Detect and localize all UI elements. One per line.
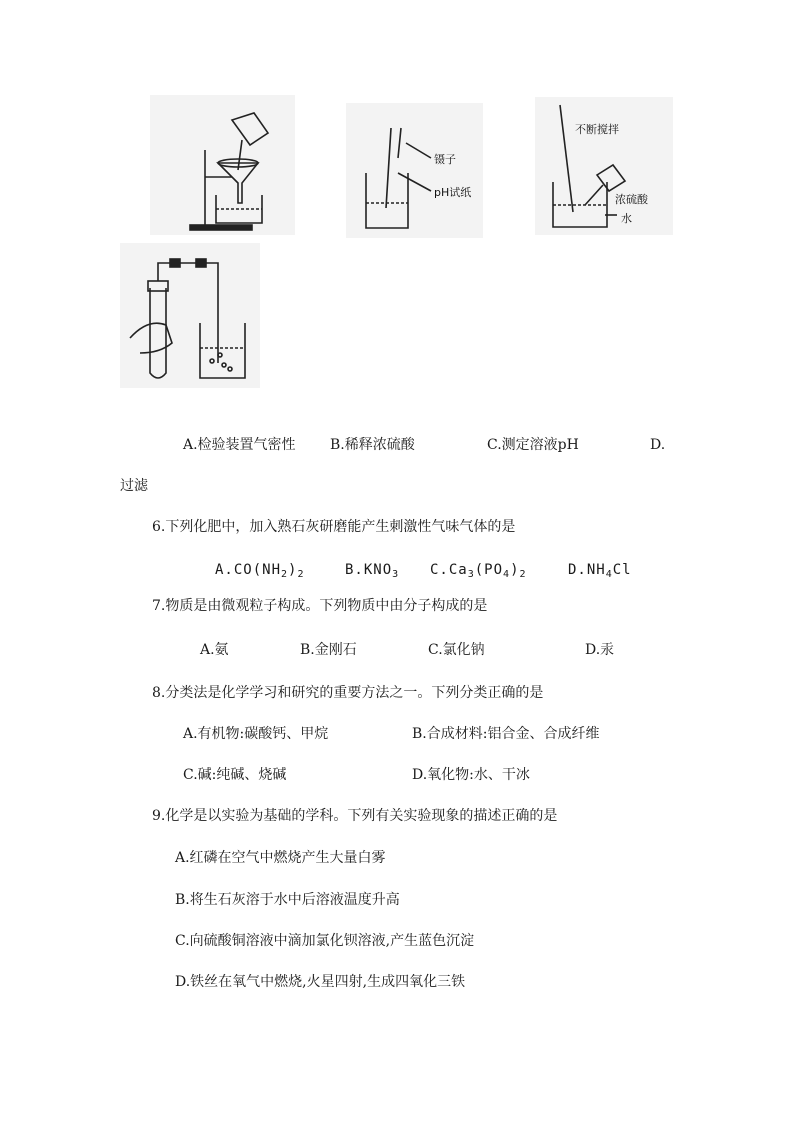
q7-option-a[interactable]: A.氨 (200, 642, 229, 658)
q6-c-sub: 3 (467, 569, 475, 580)
q6-c-post: ) (510, 562, 520, 578)
label-ph-paper: pH试纸 (434, 186, 472, 199)
q9-option-d[interactable]: D.铁丝在氧气中燃烧,火星四射,生成四氧化三铁 (175, 974, 466, 990)
airtightness-diagram (120, 243, 260, 388)
ph-test-diagram (346, 103, 483, 238)
q6-c-sub2: 4 (503, 569, 511, 580)
filtration-diagram (150, 95, 295, 235)
label-conc-acid: 浓硫酸 (615, 193, 648, 206)
q6-a-post: ) (288, 562, 298, 578)
figure-airtightness (120, 243, 260, 388)
q8-option-a[interactable]: A.有机物:碳酸钙、甲烷 (183, 726, 329, 742)
q9-option-c[interactable]: C.向硫酸铜溶液中滴加氯化钡溶液,产生蓝色沉淀 (175, 933, 475, 949)
q6-c-pre: C.Ca (430, 562, 468, 578)
q6-d-sub: 4 (605, 569, 613, 580)
q7-option-d[interactable]: D.汞 (585, 642, 615, 658)
q7-stem: 7.物质是由微观粒子构成。下列物质中由分子构成的是 (152, 598, 488, 614)
figure-ph-test (346, 103, 483, 238)
q5-option-c-tail: pH (557, 437, 579, 453)
q5-option-b[interactable]: B.稀释浓硫酸 (330, 437, 415, 453)
dilute-acid-diagram (535, 97, 673, 235)
q5-option-d[interactable]: D. (650, 437, 666, 453)
q7-option-b[interactable]: B.金刚石 (300, 642, 357, 658)
q6-c-sub3: 2 (519, 569, 527, 580)
q6-option-a[interactable] (215, 560, 305, 585)
q9-option-a[interactable]: A.红磷在空气中燃烧产生大量白雾 (175, 850, 386, 866)
q6-b-pre: B.KNO (345, 562, 393, 578)
q9-stem: 9.化学是以实验为基础的学科。下列有关实验现象的描述正确的是 (152, 808, 558, 824)
q7-option-c[interactable]: C.氯化钠 (428, 642, 485, 658)
q6-option-b[interactable] (345, 560, 399, 585)
q8-option-c[interactable]: C.碱:纯碱、烧碱 (183, 767, 287, 783)
q9-option-b[interactable]: B.将生石灰溶于水中后溶液温度升高 (175, 892, 400, 908)
q6-a-pre: A.CO(NH (215, 562, 282, 578)
q8-option-b[interactable]: B.合成材料:铝合金、合成纤维 (412, 726, 600, 742)
q8-option-d[interactable]: D.氧化物:水、干冰 (412, 767, 530, 783)
q6-a-sub: 2 (281, 569, 289, 580)
q6-option-d[interactable] (568, 560, 632, 585)
q8-stem: 8.分类法是化学学习和研究的重要方法之一。下列分类正确的是 (152, 685, 544, 701)
q5-option-a[interactable]: A.检验装置气密性 (183, 437, 296, 453)
q6-b-sub: 3 (392, 569, 400, 580)
q5-option-c[interactable] (487, 435, 579, 455)
q6-d-post: Cl (612, 562, 632, 578)
q6-option-c[interactable] (430, 560, 527, 585)
label-stir: 不断搅拌 (575, 123, 619, 136)
q6-c-mid: (PO (474, 562, 504, 578)
q6-d-pre: D.NH (568, 562, 606, 578)
q5-option-d-wrap: 过滤 (120, 478, 148, 494)
label-tweezers: 镊子 (434, 153, 456, 166)
q6-a-sub2: 2 (297, 569, 305, 580)
figure-filtration (150, 95, 295, 235)
figure-dilute-acid (535, 97, 673, 235)
label-water: 水 (621, 212, 632, 225)
q6-stem: 6.下列化肥中，加入熟石灰研磨能产生刺激性气味气体的是 (152, 519, 516, 535)
q5-option-c-text: C.测定溶液 (487, 437, 558, 453)
